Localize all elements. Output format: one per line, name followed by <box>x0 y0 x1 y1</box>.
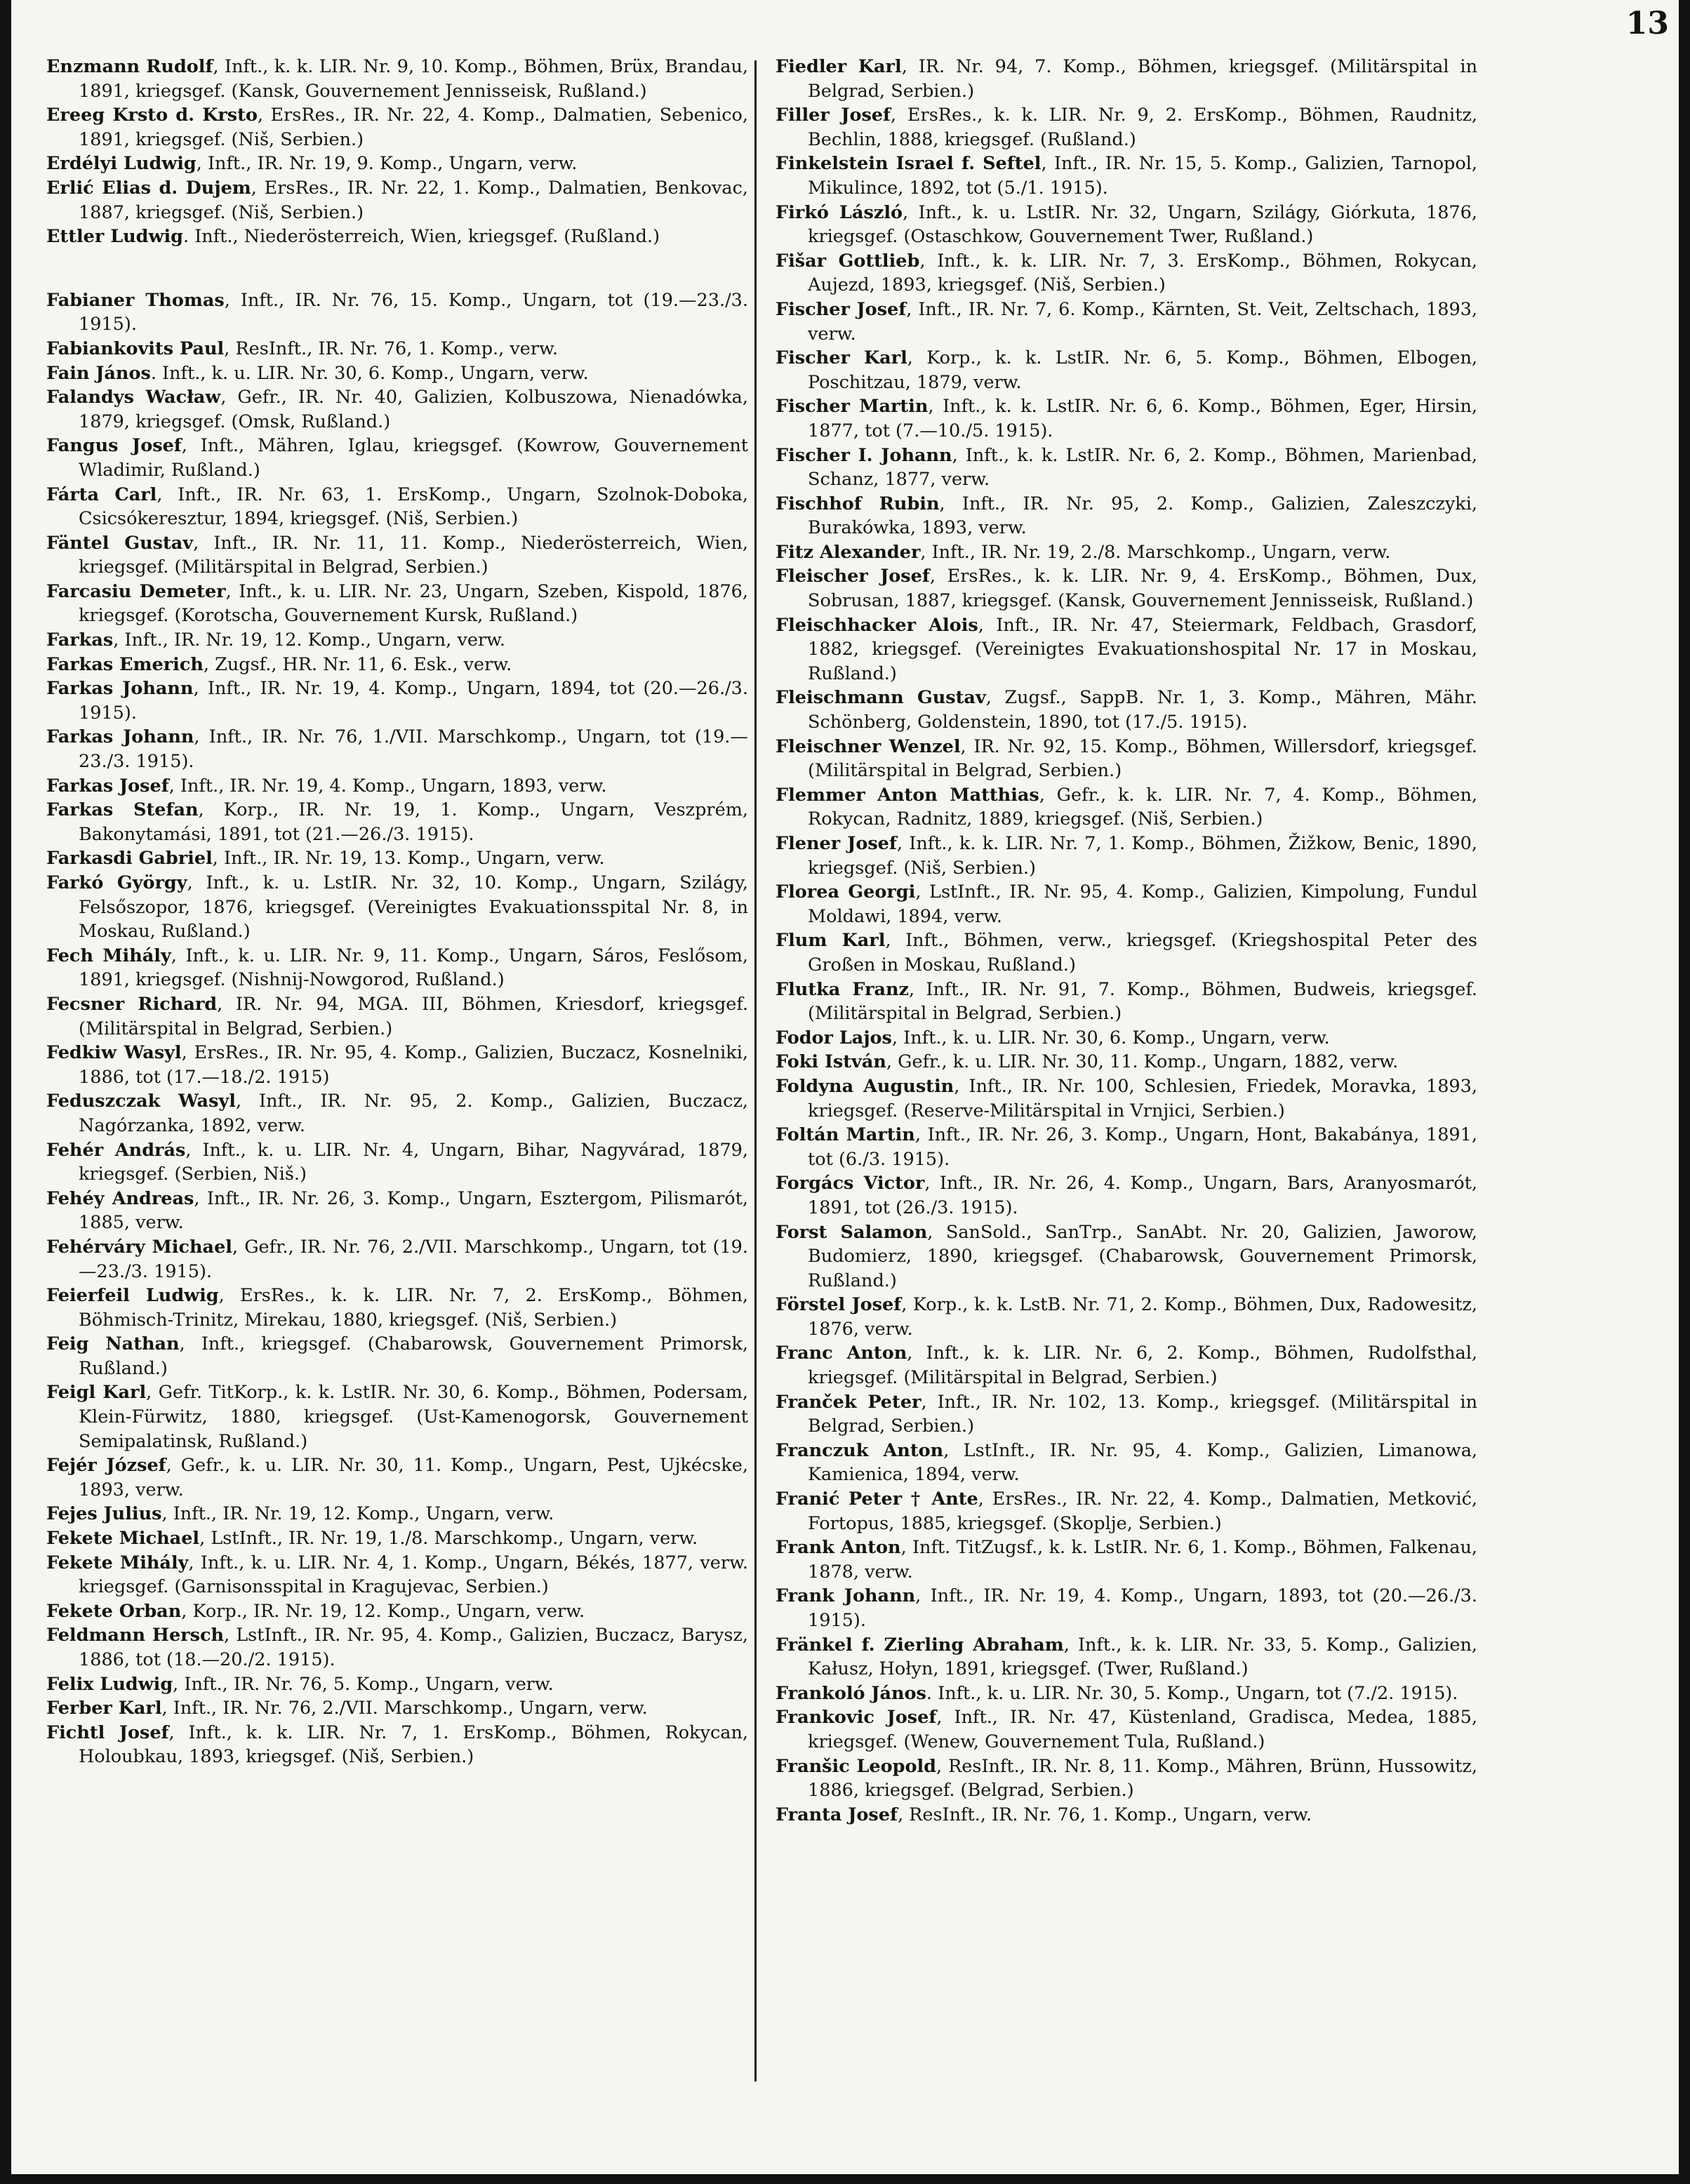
list-entry <box>46 1089 748 1138</box>
entry-details: , Inft., IR. Nr. 19, 12. Komp., Ungarn, verw. <box>113 630 506 651</box>
entry-name: Fichtl Josef <box>46 1722 169 1743</box>
list-entry <box>46 846 748 871</box>
column-divider <box>754 60 757 2082</box>
entry-name: Fitz Alexander <box>776 541 921 563</box>
entry-name: Fehérváry Michael <box>46 1236 232 1258</box>
entry-details: , ResInft., IR. Nr. 76, 1. Komp., verw. <box>224 338 558 359</box>
entry-details: , Gefr. TitKorp., k. k. LstIR. Nr. 30, 6. Komp., Böhmen, Podersam, Klein-Fürwitz, 1880, kriegsgef. (Ust-Kamenogorsk, Gouvernement Semipalatinsk, Rußland.) <box>79 1382 748 1452</box>
entry-details: , Inft., Böhmen, verw., kriegsgef. (Kriegshospital Peter des Großen in Moskau, Rußland.) <box>808 930 1477 976</box>
entry-details: , Inft., Mähren, Iglau, kriegsgef. (Kowrow, Gouvernement Wladimir, Rußland.) <box>79 435 748 481</box>
entry-name: Forgács Victor <box>776 1173 925 1194</box>
list-entry <box>46 176 748 225</box>
entry-details: , IR. Nr. 94, MGA. III, Böhmen, Kriesdorf, kriegsgef. (Militärspital in Belgrad, Serbien.) <box>79 993 748 1039</box>
entry-details: , Inft., IR. Nr. 15, 5. Komp., Galizien, Tarnopol, Mikulince, 1892, tot (5./1. 1915). <box>808 153 1477 199</box>
entry-name: Foki István <box>776 1051 886 1073</box>
list-entry <box>776 613 1477 686</box>
list-entry <box>46 531 748 580</box>
scan-edge-right <box>1679 0 1690 2184</box>
list-entry <box>776 1536 1477 1584</box>
entry-details: . Inft., k. u. LIR. Nr. 30, 5. Komp., Ungarn, tot (7./2. 1915). <box>926 1682 1458 1704</box>
entry-name: Filler Josef <box>776 105 891 126</box>
entry-details: , Inft., IR. Nr. 100, Schlesien, Friedek, Moravka, 1893, kriegsgef. (Reserve-Militärspital in Vrnjici, Serbien.) <box>808 1075 1477 1121</box>
entry-details: , Inft., k. u. LIR. Nr. 4, 1. Komp., Ungarn, Békés, 1877, verw. kriegsgef. (Garnisonsspital in Kragujevac, Serbien.) <box>79 1552 748 1598</box>
list-entry <box>46 580 748 628</box>
entry-details: , Gefr., IR. Nr. 76, 2./VII. Marschkomp., Ungarn, tot (19.—23./3. 1915). <box>79 1236 749 1282</box>
entry-name: Frankoló János <box>776 1682 926 1704</box>
entry-name: Foltán Martin <box>776 1124 915 1146</box>
entry-name: Flum Karl <box>776 930 886 952</box>
entry-details: , Inft., k. k. LIR. Nr. 33, 5. Komp., Galizien, Kałusz, Hołyn, 1891, kriegsgef. (Twer, Rußland.) <box>808 1634 1478 1680</box>
list-entry <box>776 298 1477 346</box>
entry-details: , Inft., k. k. LIR. Nr. 6, 2. Komp., Böhmen, Rudolfsthal, kriegsgef. (Militärspital in Belgrad, Serbien.) <box>808 1343 1478 1389</box>
entry-details: , Inft., IR. Nr. 102, 13. Komp., kriegsgef. (Militärspital in Belgrad, Serbien.) <box>808 1391 1477 1437</box>
list-entry <box>776 1026 1477 1051</box>
right-column <box>776 55 1477 1827</box>
entry-name: Fárta Carl <box>46 484 157 505</box>
list-entry <box>776 1584 1477 1632</box>
list-entry <box>776 152 1477 200</box>
entry-name: Franta Josef <box>776 1804 898 1825</box>
entry-name: Fekete Michael <box>46 1528 200 1550</box>
entry-name: Fejér József <box>46 1455 166 1477</box>
list-entry <box>46 55 748 103</box>
entry-details: , ResInft., IR. Nr. 76, 1. Komp., Ungarn, verw. <box>897 1804 1312 1825</box>
entry-name: Fischer Karl <box>776 347 907 369</box>
entry-name: Fekete Mihály <box>46 1552 189 1573</box>
list-entry <box>776 1390 1477 1439</box>
entry-name: Fehéy Andreas <box>46 1187 194 1209</box>
list-entry <box>46 225 748 249</box>
list-entry <box>776 1293 1477 1341</box>
entry-details: , Zugsf., HR. Nr. 11, 6. Esk., verw. <box>203 653 512 675</box>
entry-name: Fecsner Richard <box>46 993 218 1015</box>
entry-details: , Inft., IR. Nr. 11, 11. Komp., Niederösterreich, Wien, kriegsgef. (Militärspital in Belgrad, Serbien.) <box>79 532 748 578</box>
list-entry <box>46 1380 748 1453</box>
list-entry <box>776 1803 1477 1827</box>
list-entry <box>46 483 748 531</box>
entry-name: Foldyna Augustin <box>776 1075 954 1097</box>
entry-details: , Inft., k. k. LIR. Nr. 7, 1. ErsKomp., Böhmen, Rokycan, Holoubkau, 1893, kriegsgef. (Niš, Serbien.) <box>79 1722 749 1768</box>
entry-name: Fain János <box>46 362 151 384</box>
list-entry <box>46 1623 748 1672</box>
entry-name: Feigl Karl <box>46 1382 147 1404</box>
entry-details: , Inft., k. k. LstIR. Nr. 6, 6. Komp., Böhmen, Eger, Hirsin, 1877, tot (7.—10./5. 1915). <box>808 396 1477 441</box>
entry-details: , LstInft., IR. Nr. 95, 4. Komp., Galizien, Buczacz, Barysz, 1886, tot (18.—20./2. 1915). <box>79 1625 748 1670</box>
entry-details: , Inft., IR. Nr. 76, 2./VII. Marschkomp., Ungarn, verw. <box>161 1698 648 1719</box>
entry-name: Feldmann Hersch <box>46 1625 225 1646</box>
entry-details: , Inft., IR. Nr. 76, 5. Komp., Ungarn, verw. <box>173 1673 554 1695</box>
page-number: 13 <box>1625 6 1669 41</box>
list-entry <box>46 798 748 846</box>
list-entry <box>46 677 748 725</box>
entry-details: , Inft., IR. Nr. 47, Küstenland, Gradisca, Medea, 1885, kriegsgef. (Wenew, Gouvernement Tula, Rußland.) <box>808 1707 1477 1752</box>
list-entry <box>46 653 748 677</box>
entry-name: Firkó László <box>776 201 903 223</box>
list-entry <box>46 1332 748 1380</box>
list-entry <box>776 201 1477 249</box>
entry-details: , Inft., k. k. LIR. Nr. 9, 10. Komp., Böhmen, Brüx, Brandau, 1891, kriegsgef. (Kansk, Gouvernement Jennisseisk, Rußland.) <box>79 56 748 102</box>
entry-details: , Inft., IR. Nr. 47, Steiermark, Feldbach, Grasdorf, 1882, kriegsgef. (Vereinigtes Evakuationshospital Nr. 17 in Moskau, Rußland.) <box>808 614 1477 684</box>
entry-details: , Inft., k. u. LstIR. Nr. 32, Ungarn, Szilágy, Giórkuta, 1876, kriegsgef. (Ostaschkow, Gouvernement Twer, Rußland.) <box>808 201 1477 248</box>
list-entry <box>776 1633 1477 1682</box>
list-entry <box>776 103 1477 152</box>
list-entry <box>776 1341 1477 1390</box>
entry-name: Franček Peter <box>776 1391 921 1413</box>
list-entry <box>46 103 748 152</box>
entry-details: , Inft., IR. Nr. 19, 13. Komp., Ungarn, verw. <box>212 848 605 870</box>
entry-details: , Inft., IR. Nr. 19, 12. Komp., Ungarn, verw. <box>161 1503 554 1525</box>
entry-name: Fekete Orban <box>46 1600 182 1622</box>
entry-details: , Inft., IR. Nr. 26, 3. Komp., Ungarn, Hont, Bakabánya, 1891, tot (6./3. 1915). <box>808 1124 1477 1170</box>
list-entry <box>776 1074 1477 1123</box>
entry-details: , Inft., IR. Nr. 19, 4. Komp., Ungarn, 1893, tot (20.—26./3. 1915). <box>808 1585 1477 1631</box>
entry-name: Farkas Stefan <box>46 799 199 821</box>
entry-name: Farkas <box>46 630 114 651</box>
list-entry <box>776 1705 1477 1754</box>
entry-name: Fodor Lajos <box>776 1027 892 1048</box>
entry-name: Franczuk Anton <box>776 1439 944 1461</box>
list-entry <box>46 1599 748 1624</box>
list-entry <box>46 1041 748 1089</box>
entry-details: , Inft., IR. Nr. 95, 2. Komp., Galizien, Zaleszczyki, Burakówka, 1893, verw. <box>808 493 1477 539</box>
entry-name: Fiedler Karl <box>776 56 902 77</box>
entry-name: Fleischmann Gustav <box>776 687 986 709</box>
entry-details: , LstInft., IR. Nr. 95, 4. Komp., Galizien, Limanowa, Kamienica, 1894, verw. <box>808 1439 1477 1486</box>
entry-details: , Zugsf., SappB. Nr. 1, 3. Komp., Mähren, Mähr. Schönberg, Goldenstein, 1890, tot (17./5. 1915). <box>808 687 1477 733</box>
entry-name: Feig Nathan <box>46 1333 180 1355</box>
entry-name: Florea Georgi <box>776 881 916 903</box>
entry-name: Ereeg Krsto d. Krsto <box>46 105 258 126</box>
list-entry <box>46 774 748 799</box>
entry-details: , IR. Nr. 94, 7. Komp., Böhmen, kriegsgef. (Militärspital in Belgrad, Serbien.) <box>808 56 1477 102</box>
entry-name: Feierfeil Ludwig <box>46 1285 219 1307</box>
list-entry <box>776 880 1477 928</box>
list-entry <box>776 346 1477 394</box>
list-entry <box>46 871 748 944</box>
entry-details: , ErsRes., IR. Nr. 22, 1. Komp., Dalmatien, Benkovac, 1887, kriegsgef. (Niš, Serbien.) <box>79 177 748 223</box>
entry-name: Fejes Julius <box>46 1503 162 1525</box>
entry-name: Fabianer Thomas <box>46 289 225 311</box>
entry-details: , Korp., IR. Nr. 19, 1. Komp., Ungarn, Veszprém, Bakonytamási, 1891, tot (21.—26./3. 1915). <box>79 799 748 845</box>
scan-edge-bottom <box>0 2174 1690 2184</box>
list-entry <box>776 492 1477 540</box>
entry-name: Fleischer Josef <box>776 566 930 587</box>
list-entry <box>776 249 1477 298</box>
list-entry <box>776 540 1477 565</box>
entry-name: Fischer Josef <box>776 298 907 320</box>
list-entry <box>46 361 748 386</box>
entry-details: , Inft., kriegsgef. (Chabarowsk, Gouvernement Primorsk, Rußland.) <box>79 1333 748 1379</box>
list-entry <box>46 1721 748 1769</box>
list-entry <box>776 686 1477 734</box>
list-entry <box>46 1502 748 1526</box>
list-entry <box>46 1284 748 1332</box>
entry-name: Farcasiu Demeter <box>46 580 226 602</box>
entry-details: . Inft., k. u. LIR. Nr. 30, 6. Komp., Ungarn, verw. <box>150 362 589 384</box>
entry-name: Farkas Johann <box>46 678 194 700</box>
entry-name: Forst Salamon <box>776 1221 928 1243</box>
entry-details: , Inft., IR. Nr. 19, 2./8. Marschkomp., Ungarn, verw. <box>920 541 1391 563</box>
entry-details: , Inft., IR. Nr. 76, 1./VII. Marschkomp., Ungarn, tot (19.—23./3. 1915). <box>79 726 748 773</box>
entry-details: . Inft., Niederösterreich, Wien, kriegsgef. (Rußland.) <box>183 226 660 248</box>
entry-name: Falandys Wacław <box>46 387 221 408</box>
entry-details: , Inft., IR. Nr. 19, 9. Komp., Ungarn, verw. <box>196 153 578 175</box>
list-entry <box>46 1453 748 1502</box>
list-entry <box>46 1235 748 1284</box>
entry-details: , Inft., IR. Nr. 95, 2. Komp., Galizien, Buczacz, Nagórzanka, 1892, verw. <box>79 1091 749 1136</box>
left-column <box>46 55 748 1769</box>
entry-details: , Inft., k. k. LIR. Nr. 7, 1. Komp., Böhmen, Žižkow, Benic, 1890, kriegsgef. (Niš, Serbien.) <box>808 833 1477 879</box>
entry-name: Fedkiw Wasyl <box>46 1042 182 1064</box>
scan-edge-left <box>0 0 11 2184</box>
list-entry <box>776 928 1477 977</box>
list-entry <box>46 1551 748 1599</box>
list-entry <box>776 55 1477 103</box>
entry-details: , Inft., IR. Nr. 19, 4. Komp., Ungarn, 1893, verw. <box>168 775 607 797</box>
entry-details: , Inft., k. u. LIR. Nr. 23, Ungarn, Szeben, Kispold, 1876, kriegsgef. (Korotscha, Gouvernement Kursk, Rußland.) <box>79 580 748 627</box>
list-entry <box>46 337 748 361</box>
list-entry <box>46 944 748 992</box>
list-entry <box>776 783 1477 832</box>
entry-details: , Inft., IR. Nr. 7, 6. Komp., Kärnten, St. Veit, Zeltschach, 1893, verw. <box>808 298 1478 345</box>
entry-name: Farkas Emerich <box>46 653 204 675</box>
entry-details: , ErsRes., IR. Nr. 95, 4. Komp., Galizien, Buczacz, Kosnelniki, 1886, tot (17.—18./2. 1915) <box>79 1042 748 1088</box>
entry-details: , Gefr., k. u. LIR. Nr. 30, 11. Komp., Ungarn, 1882, verw. <box>886 1051 1399 1073</box>
entry-name: Ettler Ludwig <box>46 226 183 248</box>
entry-name: Fischer I. Johann <box>776 444 952 466</box>
entry-details: , Gefr., k. k. LIR. Nr. 7, 4. Komp., Böhmen, Rokycan, Radnitz, 1889, kriegsgef. (Niš, Serbien.) <box>808 784 1477 830</box>
entry-details: , Korp., k. k. LstIR. Nr. 6, 5. Komp., Böhmen, Elbogen, Poschitzau, 1879, verw. <box>808 347 1478 393</box>
list-entry <box>46 628 748 653</box>
entry-details: , Inft., k. u. LIR. Nr. 9, 11. Komp., Ungarn, Sáros, Feslősom, 1891, kriegsgef. (Nishnij-Nowgorod, Rußland.) <box>79 945 748 991</box>
entry-name: Felix Ludwig <box>46 1673 173 1695</box>
list-entry <box>46 1526 748 1551</box>
entry-name: Flener Josef <box>776 833 897 854</box>
entry-details: , Inft., IR. Nr. 19, 4. Komp., Ungarn, 1894, tot (20.—26./3. 1915). <box>79 678 749 724</box>
list-entry <box>46 152 748 176</box>
entry-name: Farkasdi Gabriel <box>46 848 213 870</box>
list-entry <box>776 1754 1477 1803</box>
entry-details: , ErsRes., k. k. LIR. Nr. 9, 4. ErsKomp., Böhmen, Dux, Sobrusan, 1887, kriegsgef. (Kansk, Gouvernement Jennisseisk, Rußland.) <box>808 566 1477 612</box>
entry-name: Fišar Gottlieb <box>776 250 920 272</box>
list-entry <box>776 564 1477 613</box>
entry-details: , Inft., k. k. LstIR. Nr. 6, 2. Komp., Böhmen, Marienbad, Schanz, 1877, verw. <box>808 444 1477 491</box>
list-entry <box>46 434 748 482</box>
entry-name: Erlić Elias d. Dujem <box>46 177 251 199</box>
entry-name: Fränkel f. Zierling Abraham <box>776 1634 1064 1656</box>
entry-name: Farkó György <box>46 872 187 893</box>
entry-name: Frank Johann <box>776 1585 916 1607</box>
list-entry <box>776 832 1477 880</box>
entry-name: Franc Anton <box>776 1343 907 1364</box>
entry-name: Franić Peter † Ante <box>776 1489 978 1510</box>
entry-details: , Inft., k. k. LIR. Nr. 7, 3. ErsKomp., Böhmen, Rokycan, Aujezd, 1893, kriegsgef. (Niš, Serbien.) <box>808 250 1477 296</box>
list-entry <box>776 1050 1477 1074</box>
entry-name: Fleischhacker Alois <box>776 614 978 636</box>
entry-name: Feduszczak Wasyl <box>46 1091 236 1112</box>
entry-name: Farkas Johann <box>46 726 194 748</box>
list-entry <box>776 1487 1477 1536</box>
entry-details: , Korp., k. k. LstB. Nr. 71, 2. Komp., Böhmen, Dux, Radowesitz, 1876, verw. <box>808 1294 1478 1340</box>
list-entry <box>776 735 1477 783</box>
entry-name: Fischhof Rubin <box>776 493 940 514</box>
entry-name: Fabiankovits Paul <box>46 338 225 359</box>
entry-details: , Inft., IR. Nr. 26, 4. Komp., Ungarn, Bars, Aranyosmarót, 1891, tot (26./3. 1915). <box>808 1173 1477 1218</box>
entry-name: Fischer Martin <box>776 396 929 418</box>
entry-details: , LstInft., IR. Nr. 19, 1./8. Marschkomp., Ungarn, verw. <box>199 1528 698 1550</box>
entry-details: , IR. Nr. 92, 15. Komp., Böhmen, Willersdorf, kriegsgef. (Militärspital in Belgrad, Serbien.) <box>808 735 1477 782</box>
list-entry <box>46 1696 748 1721</box>
entry-details: , SanSold., SanTrp., SanAbt. Nr. 20, Galizien, Jaworow, Budomierz, 1890, kriegsgef. (Chabarowsk, Gouvernement Primorsk, Rußland.) <box>808 1221 1477 1291</box>
entry-name: Franšic Leopold <box>776 1755 936 1777</box>
list-entry <box>776 1682 1477 1706</box>
list-entry <box>46 288 748 337</box>
entry-details: , Inft., IR. Nr. 63, 1. ErsKomp., Ungarn, Szolnok-Doboka, Csicsókeresztur, 1894, kriegsgef. (Niš, Serbien.) <box>79 484 748 530</box>
entry-details: , ErsRes., k. k. LIR. Nr. 9, 2. ErsKomp., Böhmen, Raudnitz, Bechlin, 1888, kriegsgef. (Rußland.) <box>808 105 1477 150</box>
entry-name: Fleischner Wenzel <box>776 735 961 757</box>
entry-name: Frankovic Josef <box>776 1707 937 1729</box>
list-entry <box>46 1187 748 1235</box>
list-entry <box>776 1439 1477 1487</box>
list-entry <box>776 1171 1477 1220</box>
entry-name: Farkas Josef <box>46 775 169 797</box>
entry-details: , Inft., k. u. LIR. Nr. 4, Ungarn, Bihar, Nagyvárad, 1879, kriegsgef. (Serbien, Niš.) <box>79 1139 748 1185</box>
section-gap <box>46 249 748 288</box>
entry-name: Fangus Josef <box>46 435 182 457</box>
list-entry <box>46 1138 748 1187</box>
entry-name: Flutka Franz <box>776 978 909 1000</box>
entry-details: , ErsRes., IR. Nr. 22, 4. Komp., Dalmatien, Sebenico, 1891, kriegsgef. (Niš, Serbien.) <box>79 105 748 150</box>
list-entry <box>776 1123 1477 1171</box>
entry-name: Erdélyi Ludwig <box>46 153 197 175</box>
entry-details: , ResInft., IR. Nr. 8, 11. Komp., Mähren, Brünn, Hussowitz, 1886, kriegsgef. (Belgrad, Serbien.) <box>808 1755 1477 1802</box>
entry-name: Fäntel Gustav <box>46 532 194 554</box>
entry-details: , LstInft., IR. Nr. 95, 4. Komp., Galizien, Kimpolung, Fundul Moldawi, 1894, verw. <box>808 881 1477 927</box>
list-entry <box>776 394 1477 443</box>
list-entry <box>776 1220 1477 1293</box>
entry-details: , ErsRes., IR. Nr. 22, 4. Komp., Dalmatien, Metković, Fortopus, 1885, kriegsgef. (Skoplje, Serbien.) <box>808 1489 1477 1534</box>
entry-name: Ferber Karl <box>46 1698 162 1719</box>
entry-details: , Korp., IR. Nr. 19, 12. Komp., Ungarn, verw. <box>181 1600 585 1622</box>
entry-details: , Inft., IR. Nr. 91, 7. Komp., Böhmen, Budweis, kriegsgef. (Militärspital in Belgrad, Serbien.) <box>808 978 1477 1025</box>
list-entry <box>46 992 748 1041</box>
entry-name: Finkelstein Israel f. Seftel <box>776 153 1042 175</box>
entry-name: Fech Mihály <box>46 945 171 966</box>
entry-name: Frank Anton <box>776 1537 901 1559</box>
entry-name: Fehér András <box>46 1139 186 1161</box>
entry-name: Flemmer Anton Matthias <box>776 784 1039 806</box>
entry-details: , Inft., k. u. LstIR. Nr. 32, 10. Komp., Ungarn, Szilágy, Felsőszopor, 1876, kriegsgef. (Vereinigtes Evakuationsspital Nr. 8, in Moskau, Rußland.) <box>79 872 748 943</box>
entry-details: , ErsRes., k. k. LIR. Nr. 7, 2. ErsKomp., Böhmen, Böhmisch-Trinitz, Mirekau, 1880, kriegsgef. (Niš, Serbien.) <box>79 1285 748 1331</box>
entry-details: , Gefr., k. u. LIR. Nr. 30, 11. Komp., Ungarn, Pest, Ujkécske, 1893, verw. <box>79 1455 748 1500</box>
entry-details: , Inft., IR. Nr. 76, 15. Komp., Ungarn, tot (19.—23./3. 1915). <box>79 289 748 335</box>
entry-details: , Gefr., IR. Nr. 40, Galizien, Kolbuszowa, Nienadówka, 1879, kriegsgef. (Omsk, Rußland.) <box>79 387 748 432</box>
list-entry <box>46 385 748 434</box>
entry-name: Förstel Josef <box>776 1294 902 1316</box>
list-entry <box>776 444 1477 492</box>
list-entry <box>46 1672 748 1697</box>
list-entry <box>46 725 748 773</box>
list-entry <box>776 978 1477 1026</box>
entry-details: , Inft., IR. Nr. 26, 3. Komp., Ungarn, Esztergom, Pilismarót, 1885, verw. <box>79 1187 748 1234</box>
entry-details: , Inft. TitZugsf., k. k. LstIR. Nr. 6, 1. Komp., Böhmen, Falkenau, 1878, verw. <box>808 1537 1478 1583</box>
entry-name: Enzmann Rudolf <box>46 56 213 77</box>
entry-details: , Inft., k. u. LIR. Nr. 30, 6. Komp., Ungarn, verw. <box>891 1027 1330 1048</box>
